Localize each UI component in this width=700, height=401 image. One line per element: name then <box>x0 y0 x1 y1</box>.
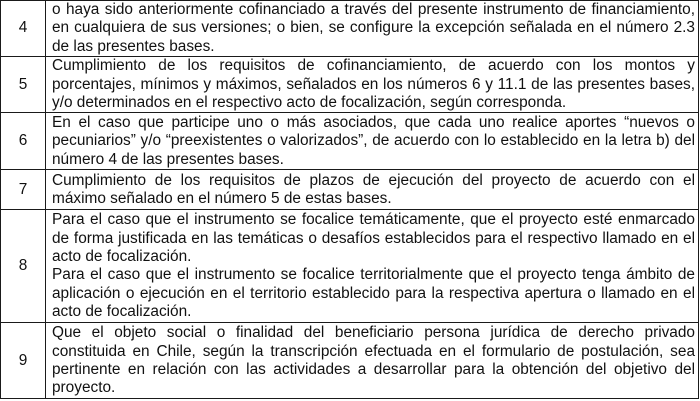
row-paragraph: Cumplimiento de los requisitos de cofinanciamiento, de acuerdo con los montos y porcentajes, mínimos y máximos, señalados en los números 6 y 11.1 de las presentes bases, y/o determinados en el respectivo acto de focalización, según corresponda. <box>52 57 695 112</box>
row-paragraph: Para el caso que el instrumento se focalice territorialmente que el proyecto tenga ámbito de aplicación o ejecución en el territorio establecido para la respectiva apertura o llamado en el acto de focalización. <box>52 266 695 321</box>
table-row <box>1 210 699 323</box>
table-row <box>1 323 699 399</box>
table-row <box>1 57 699 113</box>
table-row <box>1 170 699 210</box>
row-number: 7 <box>1 170 46 210</box>
row-number: 5 <box>1 57 46 113</box>
row-text <box>46 113 699 170</box>
row-text <box>46 1 699 57</box>
row-number: 9 <box>1 323 46 399</box>
row-number: 4 <box>1 1 46 57</box>
row-text <box>46 210 699 323</box>
row-paragraph: Para el caso que el instrumento se focalice temáticamente, que el proyecto esté enmarcado de forma justificada en las temáticas o desafíos establecidos para el respectivo llamado en el acto de focalización. <box>52 211 695 266</box>
row-number: 8 <box>1 210 46 323</box>
row-text <box>46 170 699 210</box>
row-number: 6 <box>1 113 46 170</box>
row-paragraph: o haya sido anteriormente cofinanciado a través del presente instrumento de financiamiento, en cualquiera de sus versiones; o bien, se configure la excepción señalada en el número 2.3 de las presentes bases. <box>52 1 695 55</box>
row-text <box>46 323 699 399</box>
row-paragraph: En el caso que participe uno o más asociados, que cada uno realice aportes “nuevos o pecuniarios” y/o “preexistentes o valorizados”, de acuerdo con lo establecido en la letra b) del número 4 de las presentes bases. <box>52 113 695 168</box>
table-row <box>1 113 699 170</box>
table-row <box>1 1 699 57</box>
row-text <box>46 57 699 113</box>
row-paragraph: Que el objeto social o finalidad del beneficiario persona jurídica de derecho privado constituida en Chile, según la transcripción efectuada en el formulario de postulación, sea pertinente en relación con las actividades a desarrollar para la obtención del objetivo del proyecto. <box>52 324 695 397</box>
row-paragraph: Cumplimiento de los requisitos de plazos de ejecución del proyecto de acuerdo con el máximo señalado en el número 5 de estas bases. <box>52 171 695 207</box>
